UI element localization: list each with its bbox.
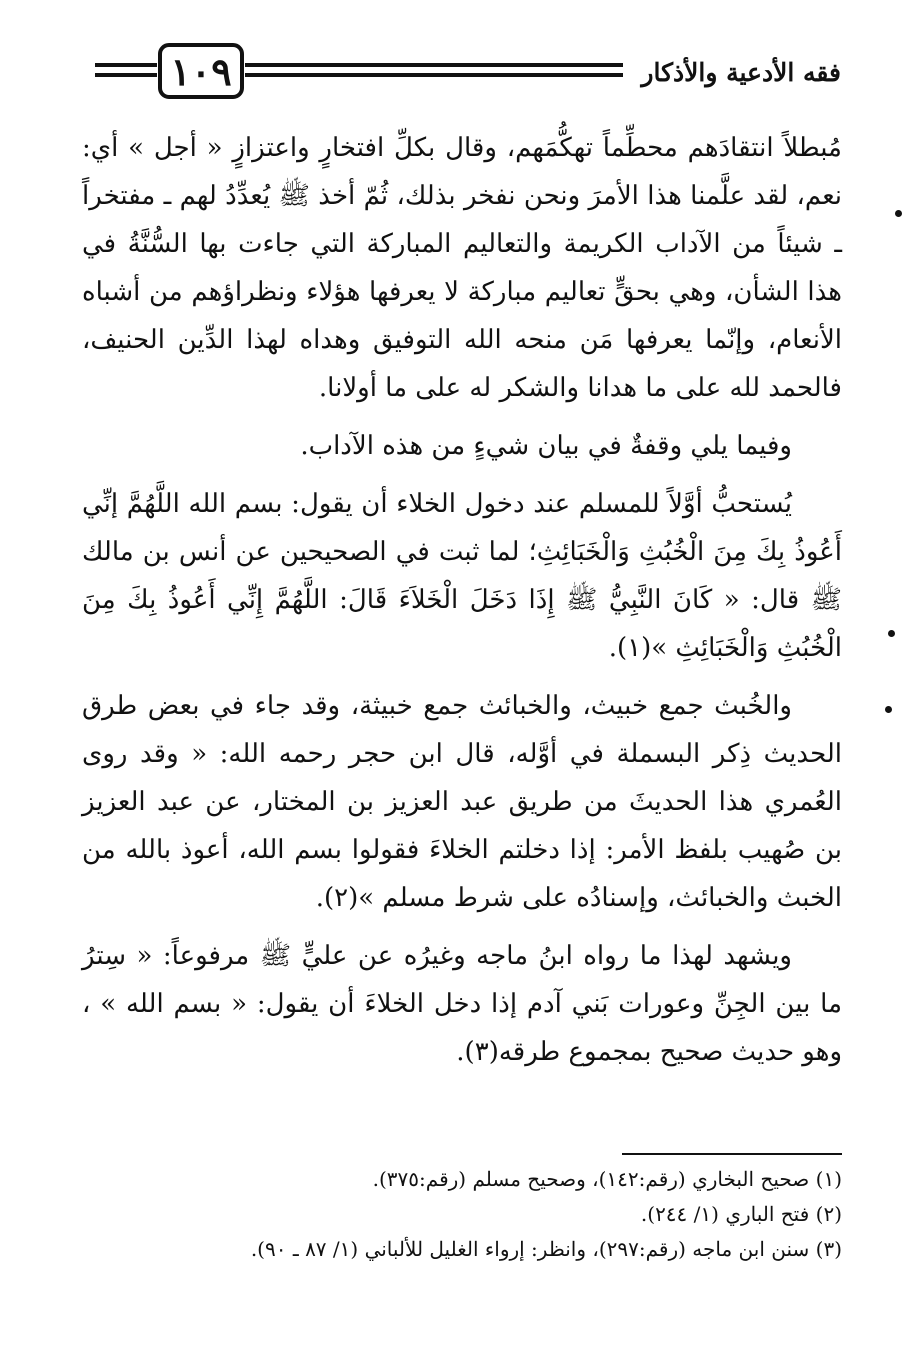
- page-number: ١٠٩: [158, 43, 244, 99]
- footnotes: [82, 1162, 842, 1267]
- paragraph-supporting-hadith: ويشهد لهذا ما رواه ابنُ ماجه وغيرُه عن عليٍّ ﷺ مرفوعاً: « سِترُ ما بين الجِنِّ وعورات بَني آدم إذا دخل الخلاءَ أن يقول: « بسم الله » ، وهو حديث صحيح بمجموع طرقه(٣).: [82, 941, 842, 1067]
- body-text: [82, 124, 842, 1086]
- page-header: [0, 0, 909, 130]
- header-rule-left: [95, 63, 157, 77]
- footnote-3: (٣) سنن ابن ماجه (رقم:٢٩٧)، وانظر: إرواء الغليل للألباني (١/ ٨٧ ـ ٩٠).: [250, 1237, 842, 1261]
- footnote-separator: [622, 1153, 842, 1155]
- paragraph-intro: مُبطلاً انتقادَهم محطِّماً تهكُّمَهم، وقال بكلِّ افتخارٍ واعتزازٍ « أجل » أي: نعم، لقد علَّمنا هذا الأمرَ ونحن نفخر بذلك، ثُمّ أخذ ﷺ يُعدِّدُ لهم ـ مفتخراً ـ شيئاً من الآداب الكريمة والتعاليم المباركة التي جاءت بها السُّنَّةُ في هذا الشأن، وهي بحقٍّ تعاليم مباركة لا يعرفها هؤلاء ونظراؤهم من أشباه الأنعام، وإنّما يعرفها مَن منحه الله التوفيق وهداه لهذا الدِّين الحنيف، فالحمد لله على ما هدانا والشكر له على ما أولانا.: [82, 133, 842, 403]
- margin-dot: [895, 210, 902, 217]
- header-rule-right: [245, 63, 623, 77]
- paragraph-transition: وفيما يلي وقفةٌ في بيان شيءٍ من هذه الآداب.: [300, 431, 792, 461]
- margin-dot: [888, 630, 895, 637]
- footnote-2: (٢) فتح الباري (١/ ٢٤٤).: [640, 1202, 842, 1226]
- paragraph-first-etiquette: يُستحبُّ أوَّلاً للمسلم عند دخول الخلاء أن يقول: بسم الله اللَّهُمَّ إنِّي أَعُوذُ بِكَ مِنَ الْخُبُثِ وَالْخَبَائِثِ؛ لما ثبت في الصحيحين عن أنس بن مالك ﷺ قال: « كَانَ النَّبِيُّ ﷺ إِذَا دَخَلَ الْخَلاَءَ قَالَ: اللَّهُمَّ إِنِّي أَعُوذُ بِكَ مِنَ الْخُبُثِ وَالْخَبَائِثِ »(١).: [82, 489, 842, 663]
- book-title: فقه الأدعية والأذكار: [641, 58, 841, 87]
- footnote-1: (١) صحيح البخاري (رقم:١٤٢)، وصحيح مسلم (رقم:٣٧٥).: [372, 1167, 842, 1191]
- margin-dot: [885, 706, 892, 713]
- paragraph-explanation: والخُبث جمع خبيث، والخبائث جمع خبيثة، وقد جاء في بعض طرق الحديث ذِكر البسملة في أوَّله، قال ابن حجر رحمه الله: « وقد روى العُمري هذا الحديثَ من طريق عبد العزيز بن المختار، عن عبد العزيز بن صُهيب بلفظ الأمر: إذا دخلتم الخلاءَ فقولوا بسم الله، أعوذ بالله من الخبث والخبائث، وإسنادُه على شرط مسلم »(٢).: [82, 691, 842, 913]
